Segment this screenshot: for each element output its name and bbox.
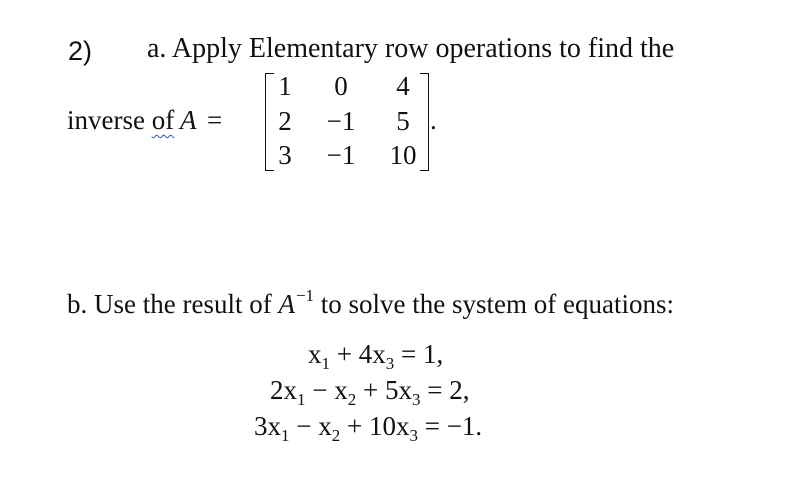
inverse-word: inverse	[67, 105, 152, 135]
of-word-spellcheck: of	[151, 105, 175, 135]
matrix-trailing-period: .	[430, 105, 437, 135]
equals-sign: =	[207, 105, 223, 135]
matrix-cell-r3c2: −1	[326, 140, 356, 170]
part-b-lead: b. Use the result of	[67, 289, 279, 319]
matrix-cell-r1c1: 1	[278, 71, 292, 101]
inverse-superscript: −1	[295, 286, 315, 305]
part-b-tail: to solve the system of equations:	[314, 289, 674, 319]
matrix-cell-r1c2: 0	[334, 71, 348, 101]
part-b-text	[67, 286, 674, 320]
matrix-cell-r3c3: 10	[389, 140, 417, 170]
equation-3: $3x_1 - x_2 + 10x_3 = -1$.	[254, 411, 483, 445]
equation-2: $2x_1 - x_2 + 5x_3 = 2$,	[270, 375, 470, 409]
matrix-cell-r2c2: −1	[326, 106, 356, 136]
matrix-cell-r3c1: 3	[278, 140, 292, 170]
equation-1: $x_1 + 4x_3 = 1$,	[308, 339, 444, 373]
matrix-name-a: A	[180, 105, 197, 135]
part-a-text: a. Apply Elementary row operations to find the	[147, 33, 675, 64]
matrix-cell-r2c3: 5	[396, 106, 410, 136]
matrix-cell-r2c1: 2	[278, 106, 292, 136]
matrix-cell-r1c3: 4	[396, 71, 410, 101]
inverse-of-label	[67, 105, 174, 136]
part-b-matrix-name: A	[278, 289, 295, 319]
question-number: 2)	[68, 36, 93, 66]
